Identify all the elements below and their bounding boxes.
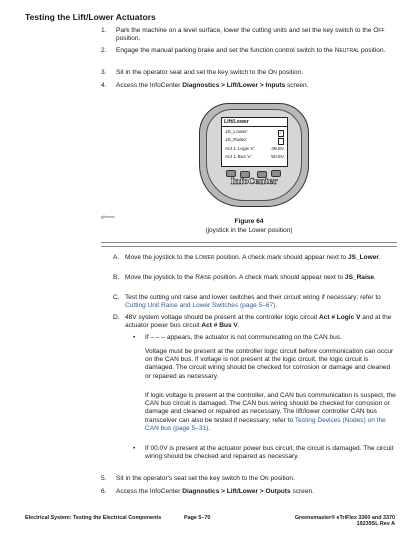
- small-caps-term: On: [268, 69, 277, 76]
- small-caps-term: Lower: [195, 254, 215, 261]
- paragraph-can-bus: If logic voltage is present at the controller, and CAN bus communication is suspect, the CAN bus circuit is damaged. The CAN bus wiring should be checked for corrosion or damage and cleaned or repaired as necessary. The lift/lower controller CAN bus transceiver can also be tested if necessary; refer to Testing Devices (Nodes) on the CAN bus (page 5–31).: [145, 392, 396, 432]
- bullet-can-bus: [133, 334, 395, 342]
- substep-b: [113, 274, 398, 282]
- substep-text: Move the joystick to the Raise position. A check mark should appear next to JS_Raise.: [125, 274, 376, 281]
- bold-term: Diagnostics > Lift/Lower > Outputs: [182, 488, 291, 495]
- screen-row-js-raise: [225, 138, 284, 143]
- divider-line: [101, 246, 397, 247]
- row-value: 49.8V: [271, 147, 284, 152]
- checkbox-empty-icon: [278, 138, 285, 145]
- step-number: 4.: [101, 82, 107, 89]
- small-caps-term: Raise: [195, 274, 212, 281]
- step-text: Access the InfoCenter Diagnostics > Lift/Lower > Outputs screen.: [116, 488, 314, 495]
- row-label: Act 1 Bus V:: [225, 155, 252, 160]
- screen-row-logic-v: [225, 147, 284, 152]
- screen-row-js-lower: [225, 130, 284, 135]
- step-4: [101, 82, 393, 90]
- substep-a: [113, 254, 398, 262]
- infocenter-logo: InfoCenter: [230, 176, 278, 186]
- step-1: [101, 27, 393, 43]
- screen-divider: [222, 126, 287, 127]
- substep-text: 48V system voltage should be present at the controller logic circuit Act # Logic V and at the actuator power bus circuit Act # Bus V.: [125, 314, 392, 330]
- substep-text: Test the cutting unit raise and lower switches and their circuit wiring if necessary; refer to Cutting Unit Raise and Lower Switches (page 5–67).: [125, 294, 381, 310]
- cross-reference-link[interactable]: Testing Devices (Nodes) on the CAN bus (page 5–31): [145, 416, 386, 432]
- substep-letter: C.: [113, 294, 120, 301]
- bold-term: JS_Raise: [344, 274, 375, 281]
- infocenter-screen: [221, 117, 288, 167]
- bullet-icon: •: [133, 334, 136, 341]
- step-2: [101, 47, 393, 55]
- figure-graphic-id: g0nnnnn: [101, 215, 115, 219]
- step-5: [101, 475, 393, 483]
- row-label: JS_Lower:: [225, 130, 249, 135]
- footer-section: Electrical System: Testing the Electrical Components: [25, 515, 162, 521]
- cross-reference-link[interactable]: Cutting Unit Raise and Lower Switches (page 5–67): [125, 302, 276, 310]
- row-label: JS_Raise:: [225, 138, 248, 143]
- substep-d: [113, 314, 398, 330]
- step-number: 3.: [101, 69, 107, 76]
- step-6: [101, 488, 393, 496]
- figure-caption: [101, 218, 397, 234]
- footer-revision: 19239SL Rev A: [356, 521, 395, 527]
- step-3: [101, 69, 393, 77]
- step-number: 1.: [101, 27, 107, 34]
- bullet-text: If – – – appears, the actuator is not communicating on the CAN bus.: [145, 334, 342, 341]
- screen-title: Lift/Lower: [224, 119, 249, 125]
- bullet-bus-voltage: [133, 445, 395, 461]
- bold-term: Act # Bus V: [201, 322, 238, 330]
- figure-number: Figure 64: [234, 218, 264, 225]
- divider-line: [101, 242, 397, 243]
- bold-term: Diagnostics > Lift/Lower > Inputs: [182, 82, 286, 89]
- step-text: Engage the manual parking brake and set the function control switch to the Neutral position.: [116, 47, 386, 54]
- bold-term: JS_Lower: [348, 254, 379, 261]
- bullet-text: If 00.0V is present at the actuator power bus circuit, the circuit is damaged. The circuit wiring should be checked and repaired as necessary.: [145, 445, 394, 461]
- substep-letter: D.: [113, 314, 120, 321]
- step-number: 6.: [101, 488, 107, 495]
- infocenter-device-illustration: [199, 103, 309, 207]
- bullet-icon: •: [133, 445, 136, 452]
- footer-page-number: Page 5–70: [184, 515, 211, 521]
- paragraph-logic-voltage: Voltage must be present at the controller logic circuit before communication can occur on the CAN bus. If voltage is not present at the logic circuit, the logic circuit is damaged. The circuit wiring should be checked for corrosion or damage and cleaned or repaired as necessary.: [145, 348, 394, 380]
- footer-product: [295, 515, 395, 527]
- step-number: 2.: [101, 47, 107, 54]
- substep-c: [113, 294, 398, 310]
- small-caps-term: Neutral: [334, 47, 360, 54]
- step-text: Sit in the operator's seat set the key switch to the On position.: [116, 475, 295, 482]
- figure-subcaption: (joystick in the Lower position): [205, 227, 293, 234]
- step-number: 5.: [101, 475, 107, 482]
- footer-model: Greensmaster® eTriFlex 3360 and 3370: [294, 515, 395, 521]
- step-text: Park the machine on a level surface, lower the cutting units and set the key switch to the Off position.: [116, 27, 385, 43]
- small-caps-term: Off: [373, 27, 385, 34]
- checkbox-checked-icon: ✓: [278, 130, 283, 135]
- small-caps-term: On: [259, 475, 269, 482]
- row-label: Act 1 Logic V:: [225, 147, 255, 152]
- row-value: 50.5V: [271, 155, 284, 160]
- substep-letter: B.: [113, 274, 120, 281]
- substep-text: Move the joystick to the Lower position. A check mark should appear next to JS_Lower.: [125, 254, 381, 261]
- step-text: Sit in the operator seat and set the key switch to the On position.: [116, 69, 304, 76]
- step-text: Access the InfoCenter Diagnostics > Lift/Lower > Inputs screen.: [116, 82, 309, 89]
- section-heading: Testing the Lift/Lower Actuators: [25, 12, 156, 22]
- bold-term: Act # Logic V: [318, 314, 361, 321]
- substep-letter: A.: [113, 254, 120, 261]
- screen-row-bus-v: [225, 155, 284, 160]
